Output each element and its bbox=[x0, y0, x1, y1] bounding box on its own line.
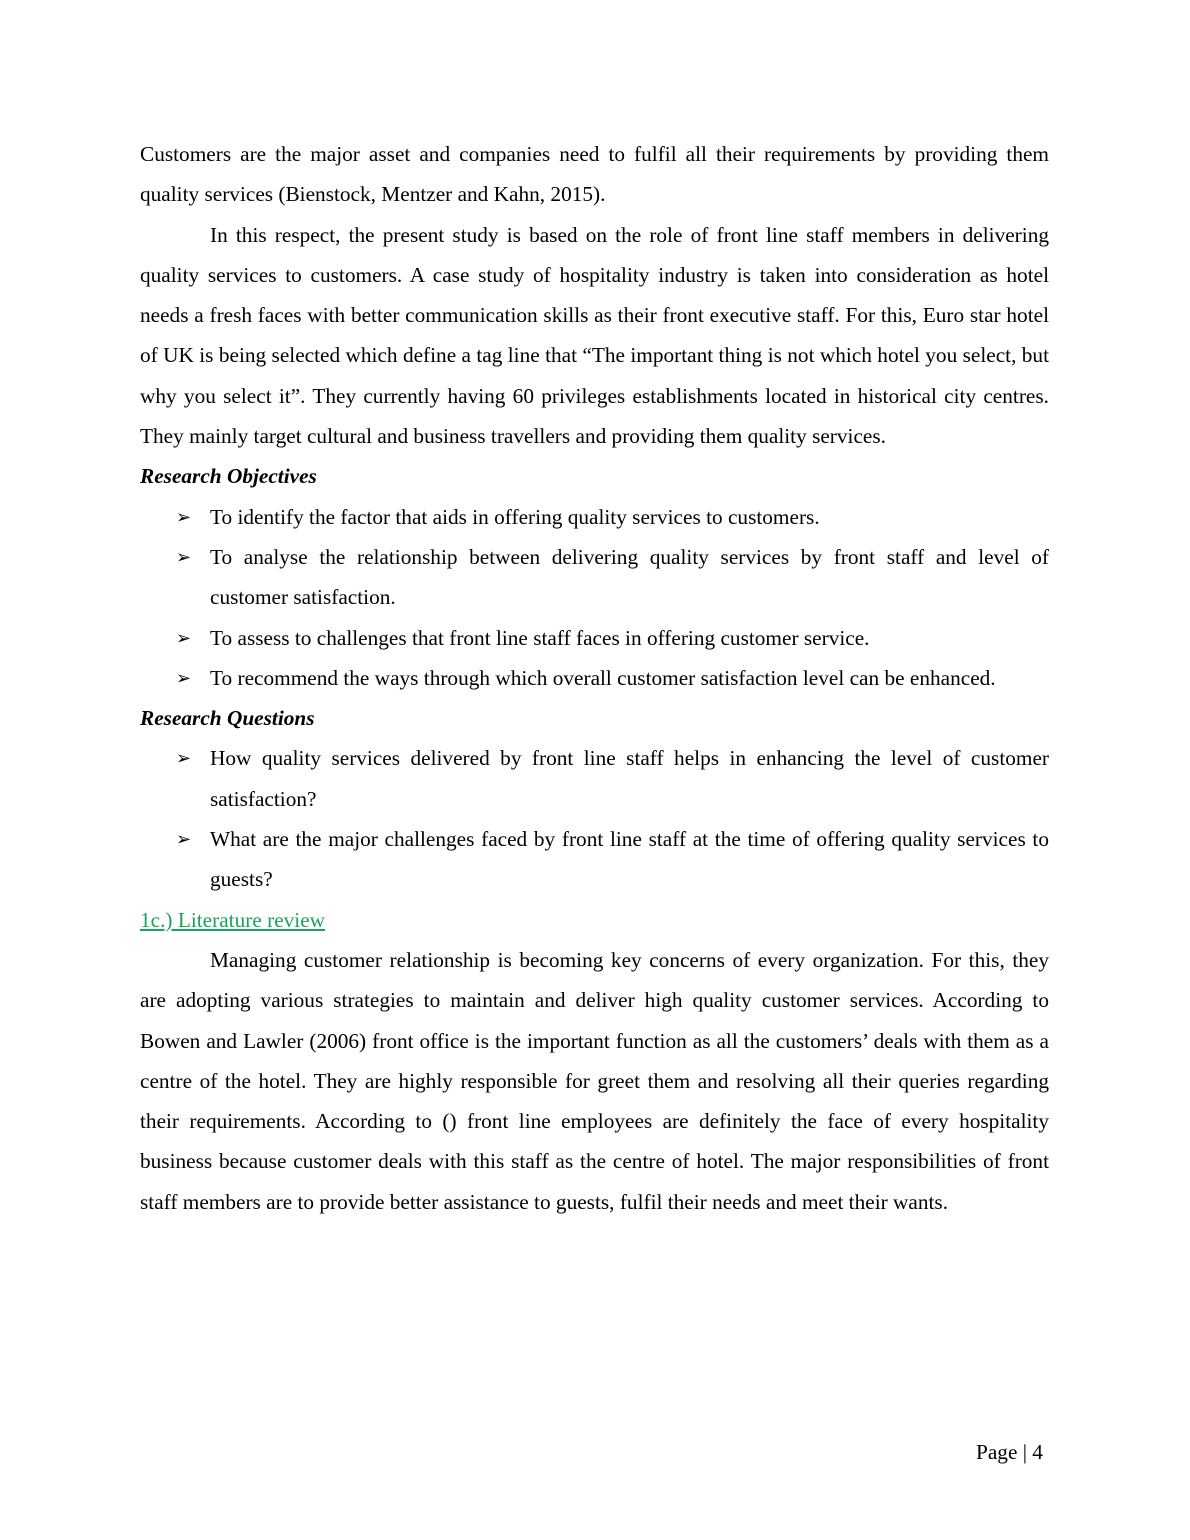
page-body bbox=[140, 134, 1049, 1222]
arrow-bullet-icon: ➢ bbox=[176, 829, 192, 850]
intro-paragraph: Customers are the major asset and companies need to fulfil all their requirements by providing them quality services (Bienstock, Mentzer and Kahn, 2015). bbox=[140, 142, 1049, 207]
list-item: ➢ What are the major challenges faced by front line staff at the time of offering quality services to guests? bbox=[210, 819, 1049, 900]
literature-review-link[interactable]: 1c.) Literature review bbox=[140, 907, 326, 932]
arrow-bullet-icon: ➢ bbox=[176, 748, 192, 769]
study-paragraph: In this respect, the present study is based on the role of front line staff members in delivering quality services to customers. A case study of hospitality industry is taken into consideration as hotel needs a fresh faces with better communication skills as their front executive staff. For this, Euro star hotel of UK is being selected which define a tag line that “The important thing is not which hotel you select, but why you select it”. They currently having 60 privileges establishments located in historical city centres. They mainly target cultural and business travellers and providing them quality services. bbox=[140, 222, 1049, 449]
arrow-bullet-icon: ➢ bbox=[176, 546, 192, 567]
list-item: ➢ To analyse the relationship between delivering quality services by front staff and level of customer satisfaction. bbox=[210, 537, 1049, 618]
arrow-bullet-icon: ➢ bbox=[176, 627, 192, 648]
list-item: ➢ How quality services delivered by front line staff helps in enhancing the level of customer satisfaction? bbox=[210, 738, 1049, 819]
questions-list bbox=[140, 738, 1049, 899]
list-item: ➢ To identify the factor that aids in offering quality services to customers. bbox=[210, 497, 1049, 537]
page-number: Page | 4 bbox=[976, 1440, 1043, 1464]
objectives-heading: Research Objectives bbox=[140, 464, 317, 489]
questions-heading: Research Questions bbox=[140, 706, 315, 731]
arrow-bullet-icon: ➢ bbox=[176, 506, 192, 527]
arrow-bullet-icon: ➢ bbox=[176, 667, 192, 688]
list-item: ➢ To recommend the ways through which overall customer satisfaction level can be enhanced. bbox=[210, 658, 1049, 698]
objectives-list bbox=[140, 497, 1049, 698]
list-item: ➢ To assess to challenges that front line staff faces in offering customer service. bbox=[210, 618, 1049, 658]
literature-paragraph: Managing customer relationship is becoming key concerns of every organization. For this, they are adopting various strategies to maintain and deliver high quality customer services. According to Bowen and Lawler (2006) front office is the important function as all the customers’ deals with them as a centre of the hotel. They are highly responsible for greet them and resolving all their queries regarding their requirements. According to () front line employees are definitely the face of every hospitality business because customer deals with this staff as the centre of hotel. The major responsibilities of front staff members are to provide better assistance to guests, fulfil their needs and meet their wants. bbox=[140, 947, 1049, 1214]
